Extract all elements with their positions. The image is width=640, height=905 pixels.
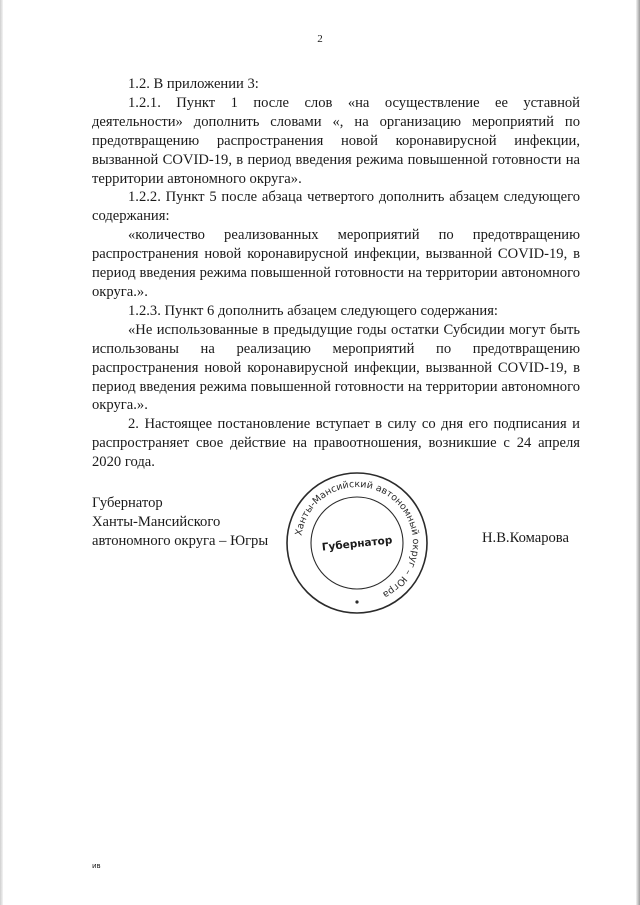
paragraph-2: 2. Настоящее постановление вступает в силу со дня его подписания и распространяет свое действие на правоотношения, возникшие с 24 апреля 2020 года. — [92, 416, 580, 471]
scan-edge-right — [636, 0, 640, 905]
seal-dot — [355, 600, 358, 603]
document-body — [92, 75, 580, 472]
seal-ring-text: Ханты-Мансийский автономный округ – Югра — [293, 478, 422, 601]
seal-center-text: Губернатор — [321, 534, 393, 554]
paragraph-1-2-3-quote: «Не использованные в предыдущие годы остатки Субсидии могут быть использованы на реализацию мероприятий по предотвращению распространения новой коронавирусной инфекции, вызванной COVID-19, в период введения режима повышенной готовности на территории автономного округа.». — [92, 321, 580, 414]
signatory-name: Н.В.Комарова — [482, 530, 569, 546]
signatory-title-line: автономного округа – Югры — [92, 533, 269, 549]
paragraph-1-2-3: 1.2.3. Пункт 6 дополнить абзацем следующего содержания: — [128, 302, 498, 319]
signatory-title-line: Ханты-Мансийского — [92, 514, 221, 530]
scan-edge-left — [0, 0, 3, 905]
executor-initials: ив — [92, 862, 101, 870]
signatory-title — [92, 494, 268, 551]
page-number: 2 — [317, 33, 323, 45]
paragraph-1-2-2-quote: «количество реализованных мероприятий по предотвращению распространения новой коронавирусной инфекции, вызванной COVID-19, в период введения режима повышенной готовности на территории автономного округа.». — [92, 227, 580, 300]
signatory-title-line: Губернатор — [92, 495, 163, 511]
official-seal — [282, 468, 432, 618]
paragraph-1-2: 1.2. В приложении 3: — [128, 76, 259, 92]
paragraph-1-2-2: 1.2.2. Пункт 5 после абзаца четвертого дополнить абзацем следующего содержания: — [92, 189, 580, 225]
paragraph-1-2-1: 1.2.1. Пункт 1 после слов «на осуществление ее уставной деятельности» дополнить словами «, на организацию мероприятий по предотвращению распространения новой коронавирусной инфекции, вызванной COVID-19, в период введения режима повышенной готовности на территории автономного округа». — [92, 94, 580, 187]
